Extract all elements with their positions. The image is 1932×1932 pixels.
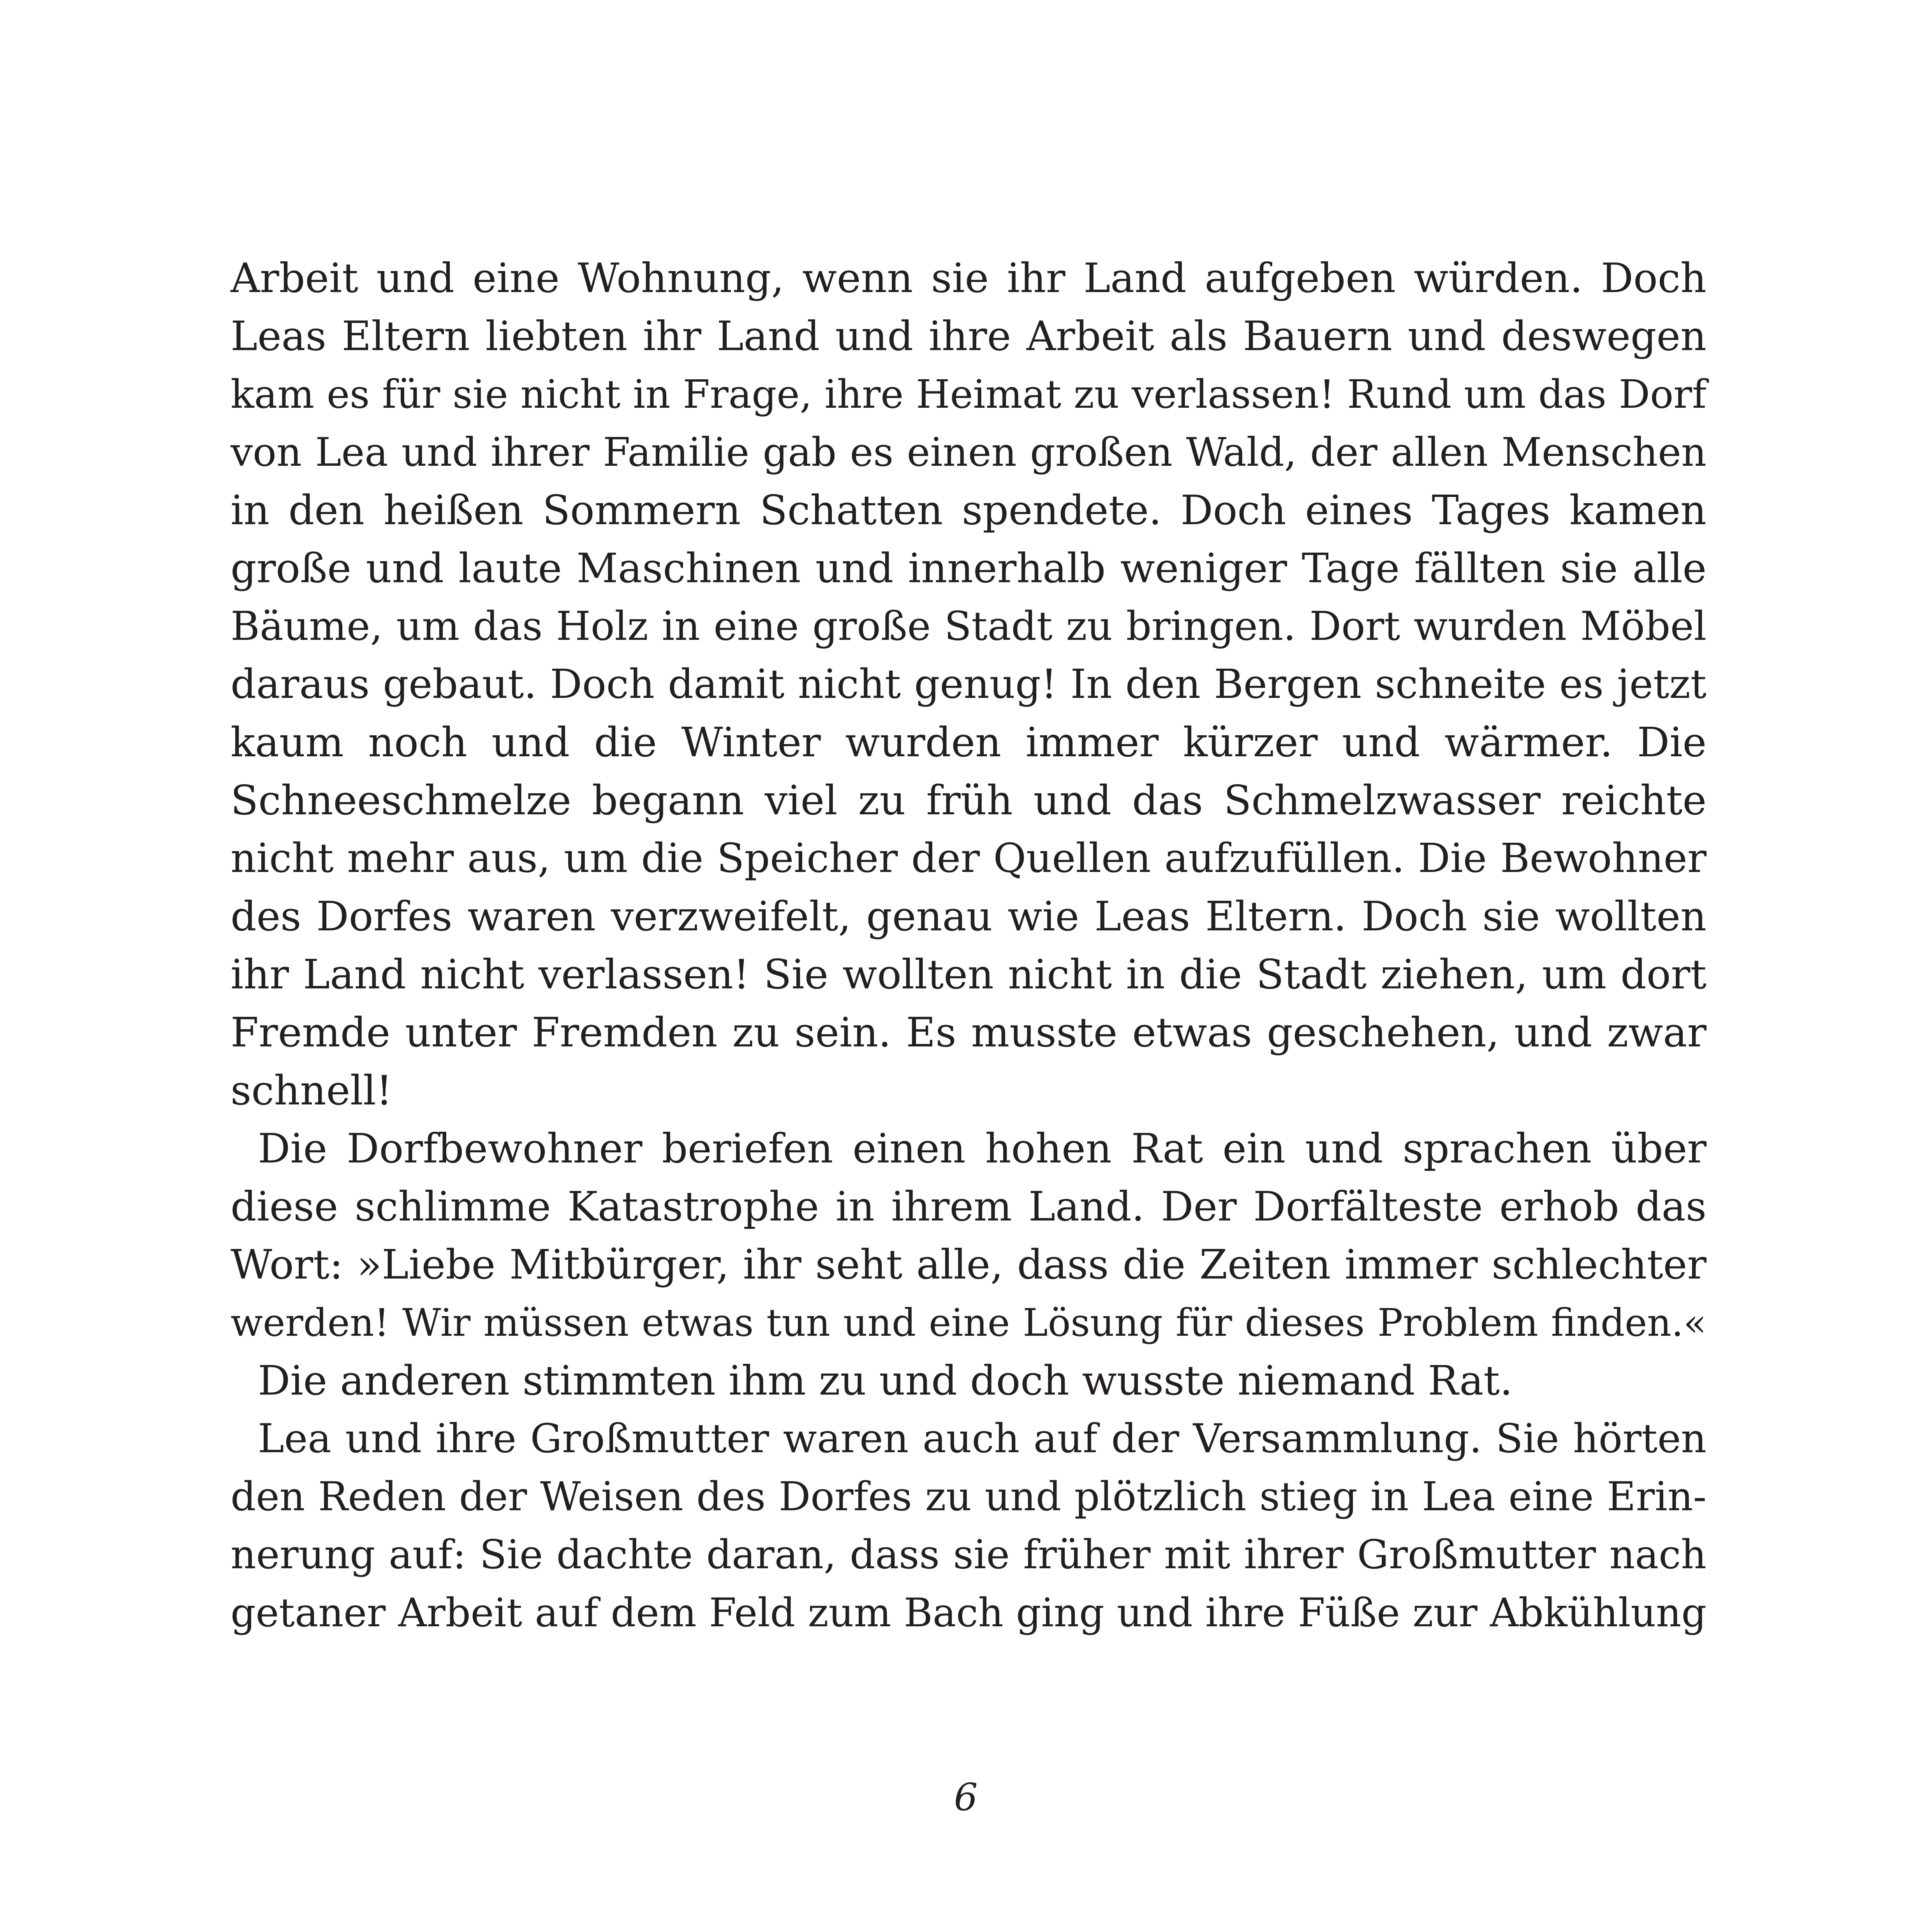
text-line: in den heißen Sommern Schatten spendete. Doch eines Tages kamen [231, 486, 1707, 534]
text-line: nerung auf: Sie dachte daran, dass sie früher mit ihrer Großmutter nach [231, 1532, 1707, 1578]
text-line: Bäume, um das Holz in eine große Stadt zu bringen. Dort wurden Möbel [231, 603, 1707, 650]
page-number: 6 [954, 1775, 978, 1819]
text-line: ihr Land nicht verlassen! Sie wollten nicht in die Stadt ziehen, um dort [231, 951, 1707, 998]
text-line: Die Dorfbewohner beriefen einen hohen Rat ein und sprachen über [258, 1125, 1707, 1172]
text-line: diese schlimme Katastrophe in ihrem Land. Der Dorfälteste erhob das [231, 1183, 1707, 1230]
text-line: Fremde unter Fremden zu sein. Es musste etwas geschehen, und zwar [231, 1009, 1707, 1056]
text-line: daraus gebaut. Doch damit nicht genug! In den Bergen schneite es jetzt [231, 661, 1707, 708]
text-line: von Lea und ihrer Familie gab es einen großen Wald, der allen Menschen [231, 429, 1707, 475]
text-line: schnell! [231, 1067, 393, 1114]
text-line: kaum noch und die Winter wurden immer kürzer und wärmer. Die [231, 719, 1707, 766]
text-line: werden! Wir müssen etwas tun und eine Lösung für dieses Problem finden.« [231, 1301, 1707, 1345]
text-line: große und laute Maschinen und innerhalb weniger Tage fällten sie alle [231, 544, 1707, 592]
text-line: Wort: »Liebe Mitbürger, ihr seht alle, dass die Zeiten immer schlechter [231, 1241, 1707, 1288]
text-line: getaner Arbeit auf dem Feld zum Bach ging und ihre Füße zur Abkühlung [231, 1590, 1707, 1636]
text-line: Schneeschmelze begann viel zu früh und das Schmelzwasser reichte [231, 777, 1707, 824]
text-line: Leas Eltern liebten ihr Land und ihre Arbeit als Bauern und deswegen [231, 312, 1707, 360]
text-line: den Reden der Weisen des Dorfes zu und plötzlich stieg in Lea eine Erin- [231, 1474, 1707, 1520]
text-line: des Dorfes waren verzweifelt, genau wie Leas Eltern. Doch sie wollten [231, 893, 1707, 940]
text-line: nicht mehr aus, um die Speicher der Quellen aufzufüllen. Die Bewohner [231, 835, 1707, 882]
body-text [231, 249, 1707, 1642]
text-line: Arbeit und eine Wohnung, wenn sie ihr Land aufgeben würden. Doch [231, 254, 1707, 302]
text-line: Die anderen stimmten ihm zu und doch wusste niemand Rat. [258, 1357, 1513, 1404]
text-line: Lea und ihre Großmutter waren auch auf der Versammlung. Sie hörten [258, 1416, 1707, 1462]
text-line: kam es für sie nicht in Frage, ihre Heimat zu verlassen! Rund um das Dorf [231, 372, 1707, 417]
